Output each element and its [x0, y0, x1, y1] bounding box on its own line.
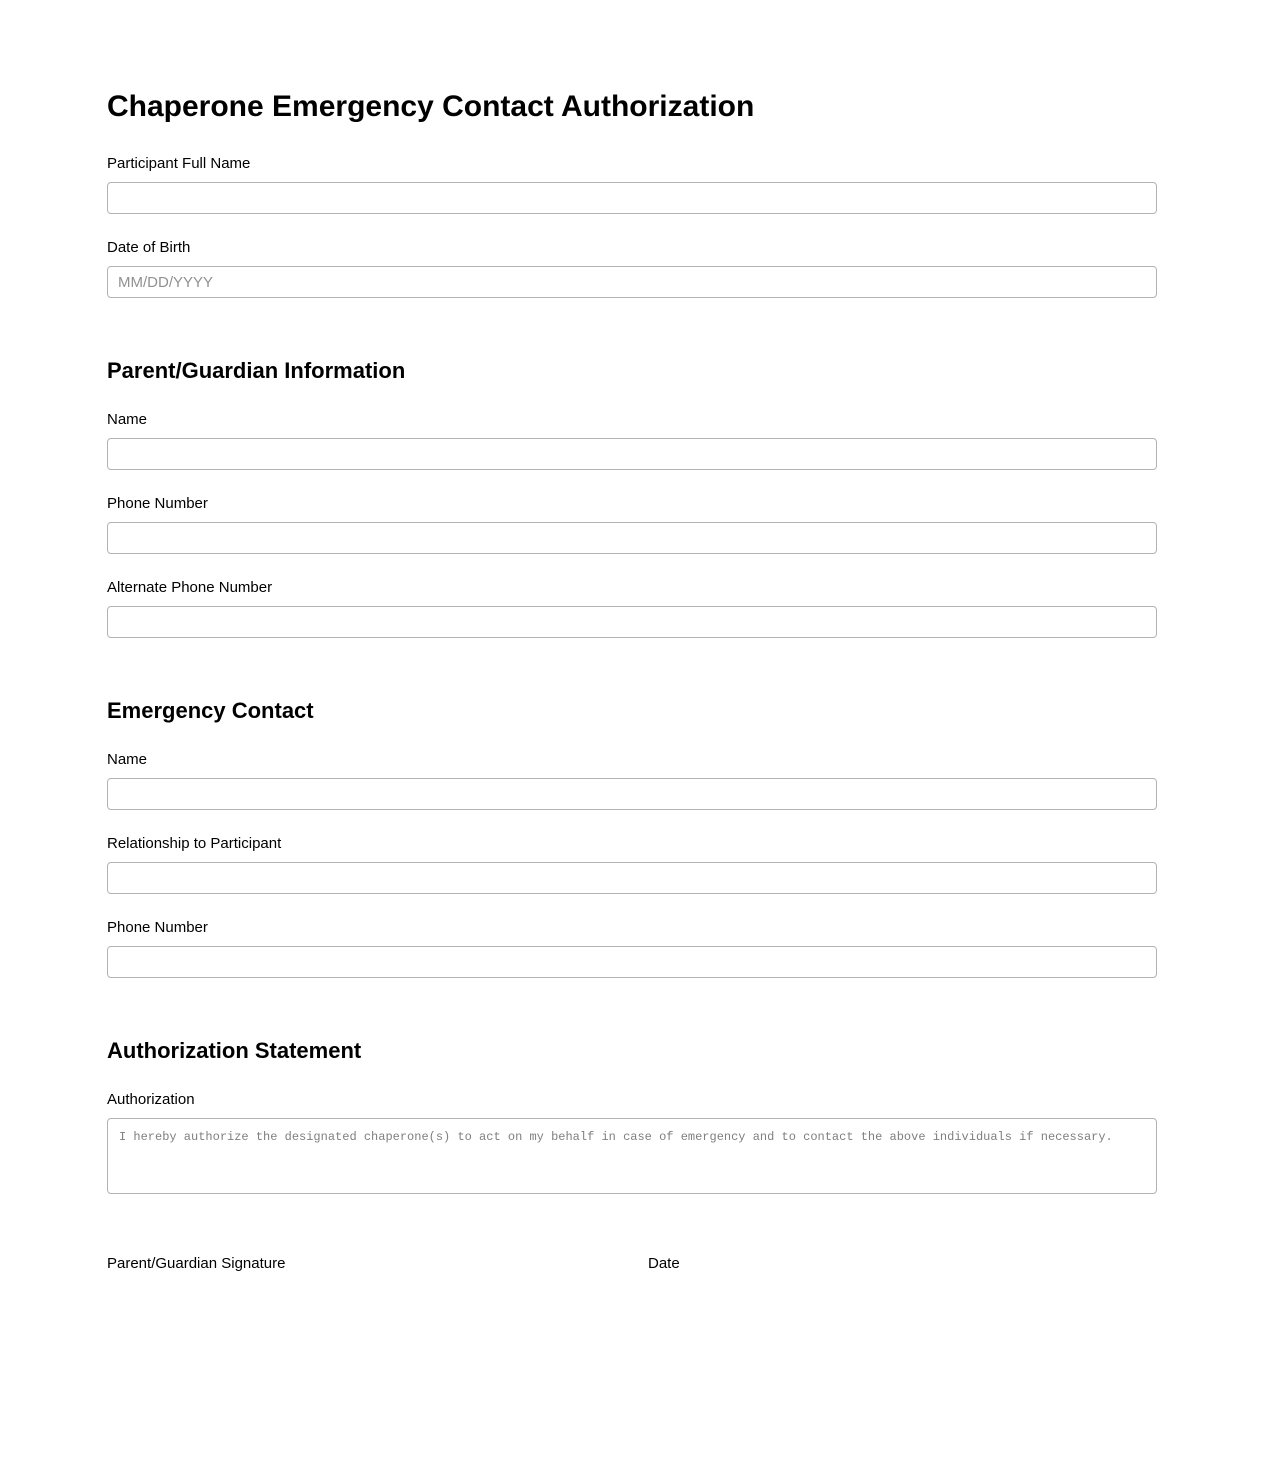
emergency-phone-label: Phone Number [107, 919, 208, 936]
field-emergency-relationship [107, 835, 1157, 894]
emergency-name-label: Name [107, 751, 148, 768]
field-guardian-name [107, 411, 1157, 470]
guardian-phone-input[interactable] [107, 522, 1157, 554]
signature-row [107, 1255, 1157, 1272]
guardian-phone-label: Phone Number [107, 495, 208, 512]
authorization-textarea[interactable] [107, 1118, 1157, 1194]
field-emergency-name [107, 751, 1157, 810]
emergency-phone-input[interactable] [107, 946, 1157, 978]
emergency-relationship-input[interactable] [107, 862, 1157, 894]
participant-full-name-label: Participant Full Name [107, 155, 251, 172]
date-of-birth-label: Date of Birth [107, 239, 191, 256]
form-container [107, 0, 1157, 1272]
parent-guardian-signature-label: Parent/Guardian Signature [107, 1255, 286, 1272]
field-guardian-alternate-phone [107, 579, 1157, 638]
participant-full-name-input[interactable] [107, 182, 1157, 214]
field-authorization [107, 1091, 1157, 1194]
emergency-contact-section-heading: Emergency Contact [107, 698, 314, 723]
page-title: Chaperone Emergency Contact Authorization [107, 90, 755, 123]
field-emergency-phone [107, 919, 1157, 978]
guardian-alternate-phone-input[interactable] [107, 606, 1157, 638]
authorization-label: Authorization [107, 1091, 195, 1108]
emergency-relationship-label: Relationship to Participant [107, 835, 282, 852]
guardian-name-input[interactable] [107, 438, 1157, 470]
field-date-of-birth [107, 239, 1157, 298]
parent-guardian-section-heading: Parent/Guardian Information [107, 358, 406, 383]
guardian-name-label: Name [107, 411, 148, 428]
authorization-section-heading: Authorization Statement [107, 1038, 362, 1063]
date-of-birth-input[interactable] [107, 266, 1157, 298]
field-participant-full-name [107, 155, 1157, 214]
field-guardian-phone [107, 495, 1157, 554]
emergency-name-input[interactable] [107, 778, 1157, 810]
guardian-alternate-phone-label: Alternate Phone Number [107, 579, 273, 596]
signature-date-label: Date [648, 1255, 680, 1272]
